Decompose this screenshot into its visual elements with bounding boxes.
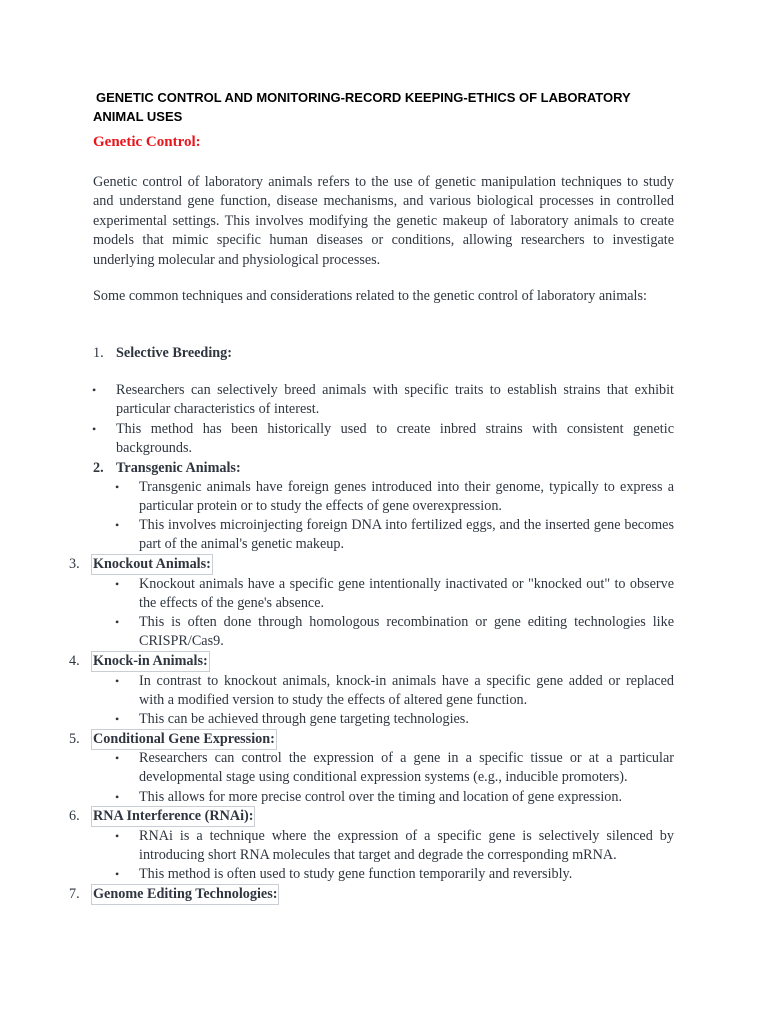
list-number: 5. [69, 731, 80, 747]
list-heading-selective-breeding: Selective Breeding: [116, 345, 232, 361]
list-number: 6. [69, 808, 80, 824]
list-number: 2. [93, 460, 104, 476]
list-item: This method has been historically used to create inbred strains with consistent genetic backgrounds. [116, 421, 674, 457]
list-heading-genome-editing-technologies: Genome Editing Technologies: [92, 885, 278, 904]
list-number: 7. [69, 886, 80, 902]
bullet-glyph: • [115, 712, 120, 726]
list-item: This involves microinjecting foreign DNA into fertilized eggs, and the inserted gene becomes part of the animal's genetic makeup. [139, 517, 674, 553]
list-item: RNAi is a technique where the expression of a specific gene is selectively silenced by introducing short RNA molecules that target and degrade the corresponding mRNA. [139, 828, 674, 864]
list-heading-rna-interference: RNA Interference (RNAi): [92, 807, 254, 826]
list-item: Researchers can selectively breed animals with specific traits to establish strains that exhibit particular characteristics of interest. [116, 382, 674, 418]
bullet-glyph: • [115, 867, 120, 881]
document-title: GENETIC CONTROL AND MONITORING-RECORD KEEPING-ETHICS OF LABORATORY ANIMAL USES [93, 90, 631, 124]
section-heading-genetic-control: Genetic Control: [93, 134, 201, 150]
list-item: This is often done through homologous recombination or gene editing technologies like CRISPR/Cas9. [139, 614, 674, 650]
list-item: Knockout animals have a specific gene intentionally inactivated or "knocked out" to observe the effects of the gene's absence. [139, 576, 674, 612]
bullet-glyph: • [115, 790, 120, 804]
bullet-glyph: • [115, 577, 120, 591]
bullet-glyph: • [115, 480, 120, 494]
bullet-glyph: • [115, 518, 120, 532]
intro-paragraph: Genetic control of laboratory animals refers to the use of genetic manipulation techniques to study and understand gene function, disease mechanisms, and various biological processes in controlled experimental settings. This involves modifying the genetic makeup of laboratory animals to create models that mimic specific human diseases or conditions, allowing researchers to investigate underlying molecular and physiological processes. [93, 174, 674, 268]
bullet-glyph: • [115, 829, 120, 843]
list-item: Researchers can control the expression of a gene in a specific tissue or at a particular developmental stage using conditional expression systems (e.g., inducible promoters). [139, 750, 674, 786]
list-heading-knock-in-animals: Knock-in Animals: [92, 652, 209, 671]
list-number: 3. [69, 556, 80, 572]
bullet-glyph: • [115, 674, 120, 688]
lead-paragraph: Some common techniques and considerations related to the genetic control of laboratory animals: [93, 288, 647, 304]
bullet-glyph: • [92, 422, 97, 436]
bullet-glyph: • [92, 383, 97, 397]
bullet-glyph: • [115, 615, 120, 629]
list-heading-knockout-animals: Knockout Animals: [92, 555, 212, 574]
list-item: Transgenic animals have foreign genes introduced into their genome, typically to express a particular protein or to study the effects of gene overexpression. [139, 479, 674, 515]
list-heading-conditional-gene-expression: Conditional Gene Expression: [92, 730, 276, 749]
list-item: This allows for more precise control over the timing and location of gene expression. [139, 789, 623, 805]
list-number: 4. [69, 653, 80, 669]
list-number: 1. [93, 345, 104, 361]
list-item: This can be achieved through gene targeting technologies. [139, 711, 469, 727]
bullet-glyph: • [115, 751, 120, 765]
list-heading-transgenic-animals: Transgenic Animals: [116, 460, 241, 476]
list-item: In contrast to knockout animals, knock-in animals have a specific gene added or replaced with a modified version to study the effects of altered gene function. [139, 673, 674, 709]
list-item: This method is often used to study gene function temporarily and reversibly. [139, 866, 573, 882]
